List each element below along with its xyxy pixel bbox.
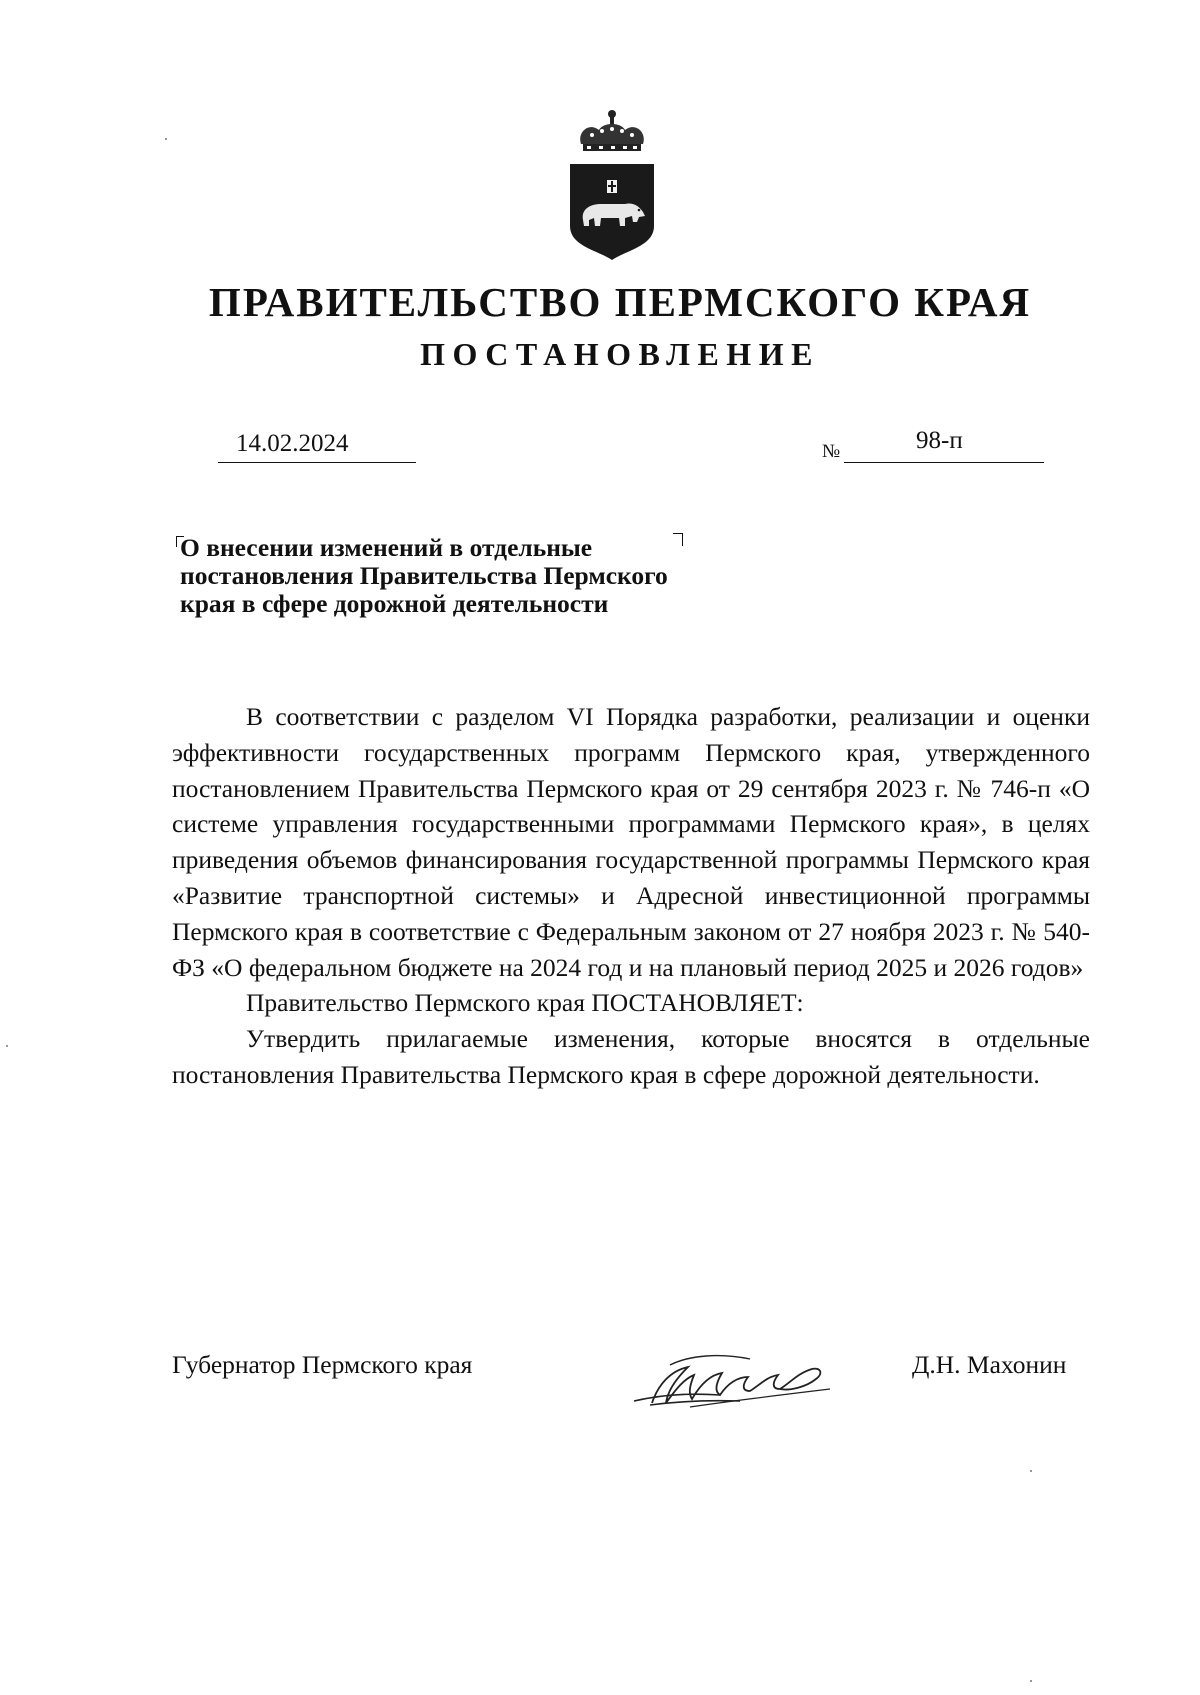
subject-line: края в сфере дорожной деятельности <box>180 589 609 618</box>
signatory-name: Д.Н. Махонин <box>912 1350 1067 1379</box>
date-field <box>218 428 416 463</box>
handwritten-signature-icon <box>630 1345 840 1415</box>
document-date: 14.02.2024 <box>236 430 349 457</box>
body-paragraph: Утвердить прилагаемые изменения, которые вносятся в отдельные постановления Правительства Пермского края в сфере дорожной деятельности. <box>172 1024 1090 1089</box>
body-paragraph: Правительство Пермского края ПОСТАНОВЛЯЕТ: <box>246 988 804 1018</box>
body-paragraph: В соответствии с разделом VI Порядка разработки, реализации и оценки эффективности государственных программ Пермского края, утвержденного постановлением Правительства Пермского края от 29 сентября 2023 г. № 746-п «О системе управления государственными программами Пермского края», в целях приведения объемов финансирования государственной программы Пермского края «Развитие транспортной системы» и Адресной инвестиционной программы Пермского края в соответствие с Федеральным законом от 27 ноября 2023 г. № 540-ФЗ «О федеральном бюджете на 2024 год и на плановый период 2025 и 2026 годов» <box>172 702 1090 982</box>
organization-title: ПРАВИТЕЛЬСТВО ПЕРМСКОГО КРАЯ <box>208 279 1032 325</box>
scan-speck <box>6 1045 8 1047</box>
number-sign: № <box>822 441 841 462</box>
number-field <box>844 428 1044 463</box>
scan-speck <box>1030 1680 1032 1682</box>
document-subject <box>180 534 780 618</box>
subject-line: О внесении изменений в отдельные <box>180 533 593 562</box>
document-type: ПОСТАНОВЛЕНИЕ <box>420 336 820 372</box>
subject-line: постановления Правительства Пермского <box>180 561 668 590</box>
scan-speck <box>165 138 167 140</box>
perm-krai-coat-of-arms-icon <box>567 108 657 260</box>
document-number: 98-п <box>916 427 963 454</box>
scan-speck <box>1030 1470 1032 1472</box>
signatory-role: Губернатор Пермского края <box>172 1350 473 1379</box>
document-body <box>172 699 1090 1093</box>
